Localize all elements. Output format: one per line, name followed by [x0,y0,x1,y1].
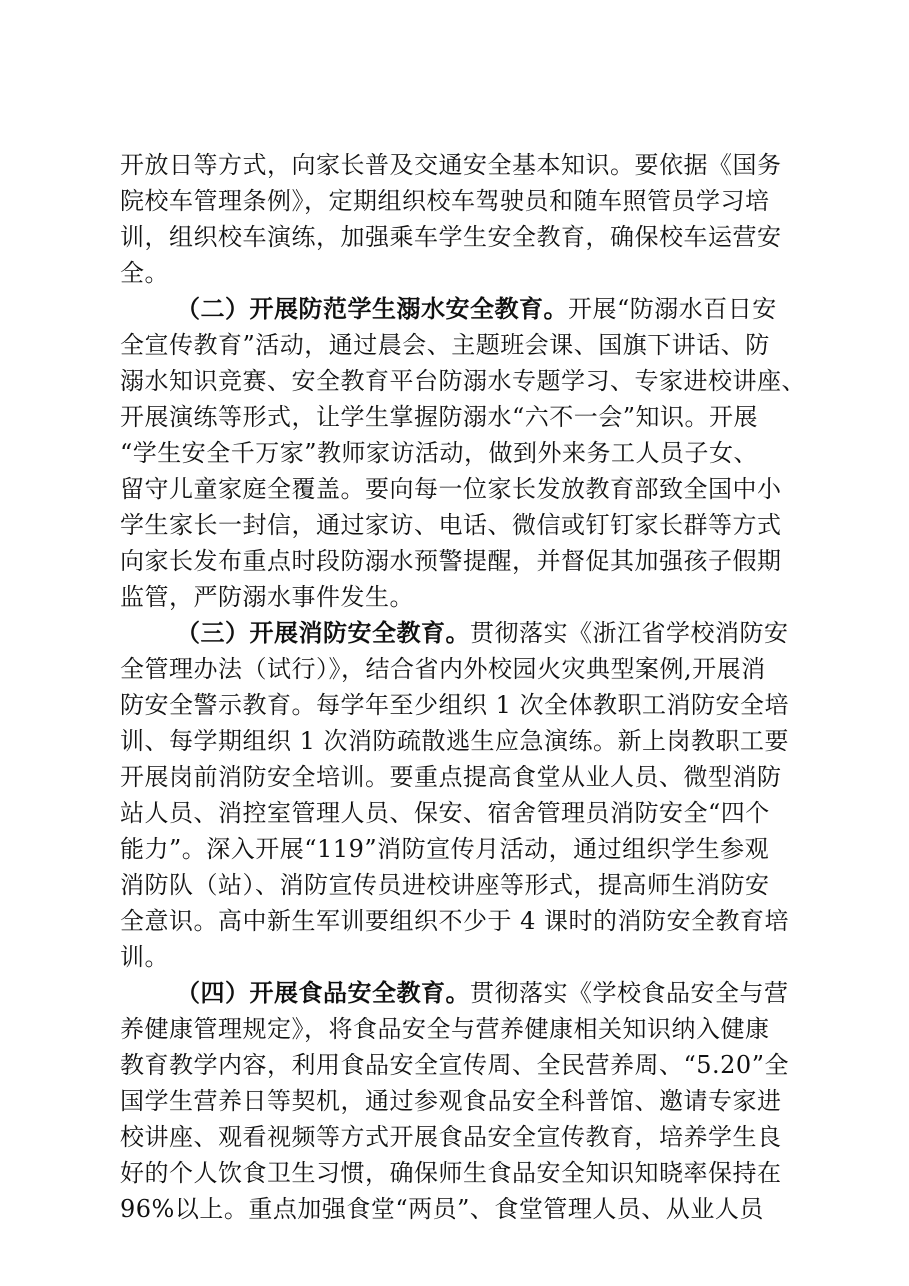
text-line: 好的个人饮食卫生习惯，确保师生食品安全知识知晓率保持在 [120,1159,782,1187]
text-line: 校讲座、观看视频等方式开展食品安全宣传教育，培养学生良 [120,1123,782,1151]
section-heading: （四）开展食品安全教育。 [176,978,470,1007]
text-line: 全意识。高中新生军训要组织不少于 4 课时的消防安全教育培 [120,907,790,935]
text-line: 训，组织校车演练，加强乘车学生安全教育，确保校车运营安 [120,223,782,251]
text-line: 院校车管理条例》，定期组织校车驾驶员和随车照管员学习培 [120,187,770,215]
text-line: 防安全警示教育。每学年至少组织 1 次全体教职工消防安全培 [120,691,790,719]
text-line: 留守儿童家庭全覆盖。要向每一位家长发放教育部致全国中小 [120,475,782,503]
text-line: 开展演练等形式，让学生掌握防溺水“六不一会”知识。开展 [120,403,759,431]
text-line: 向家长发布重点时段防溺水预警提醒，并督促其加强孩子假期 [120,547,782,575]
section-heading: （三）开展消防安全教育。 [176,618,470,647]
text-line: 国学生营养日等契机，通过参观食品安全科普馆、邀请专家进 [120,1087,782,1115]
text-line: 养健康管理规定》，将食品安全与营养健康相关知识纳入健康 [120,1015,770,1043]
text-line: 溺水知识竞赛、安全教育平台防溺水专题学习、专家进校讲座、 [120,367,806,395]
section-text: 贯彻落实《浙江省学校消防安 [470,619,789,647]
text-line: 全宣传教育”活动，通过晨会、主题班会课、国旗下讲话、防 [120,331,770,359]
section-first-line [176,614,789,652]
text-line: 开放日等方式，向家长普及交通安全基本知识。要依据《国务 [120,151,782,179]
text-line: 96%以上。重点加强食堂“两员”、食堂管理人员、从业人员 [120,1195,764,1223]
text-line: 教育教学内容，利用食品安全宣传周、全民营养周、“5.20”全 [120,1051,789,1079]
section-text: 开展“防溺水百日安 [568,295,777,323]
text-line: 全。 [120,259,169,287]
text-line: 监管，严防溺水事件发生。 [120,583,414,611]
text-line: “学生安全千万家”教师家访活动，做到外来务工人员子女、 [120,439,759,467]
text-line: 开展岗前消防安全培训。要重点提高食堂从业人员、微型消防 [120,763,782,791]
text-line: 站人员、消控室管理人员、保安、宿舍管理员消防安全“四个 [120,799,770,827]
section-first-line [176,290,777,328]
section-first-line [176,974,789,1012]
text-line: 训、每学期组织 1 次消防疏散逃生应急演练。新上岗教职工要 [120,727,790,755]
text-line: 消防队（站）、消防宣传员进校讲座等形式，提高师生消防安 [120,871,770,899]
text-line: 能力”。深入开展“119”消防宣传月活动，通过组织学生参观 [120,835,770,863]
section-heading: （二）开展防范学生溺水安全教育。 [176,294,568,323]
text-line: 训。 [120,943,169,971]
text-line: 全管理办法（试行）》，结合省内外校园火灾典型案例,开展消 [120,655,766,683]
text-line: 学生家长一封信，通过家访、电话、微信或钉钉家长群等方式 [120,511,782,539]
section-text: 贯彻落实《学校食品安全与营 [470,979,789,1007]
